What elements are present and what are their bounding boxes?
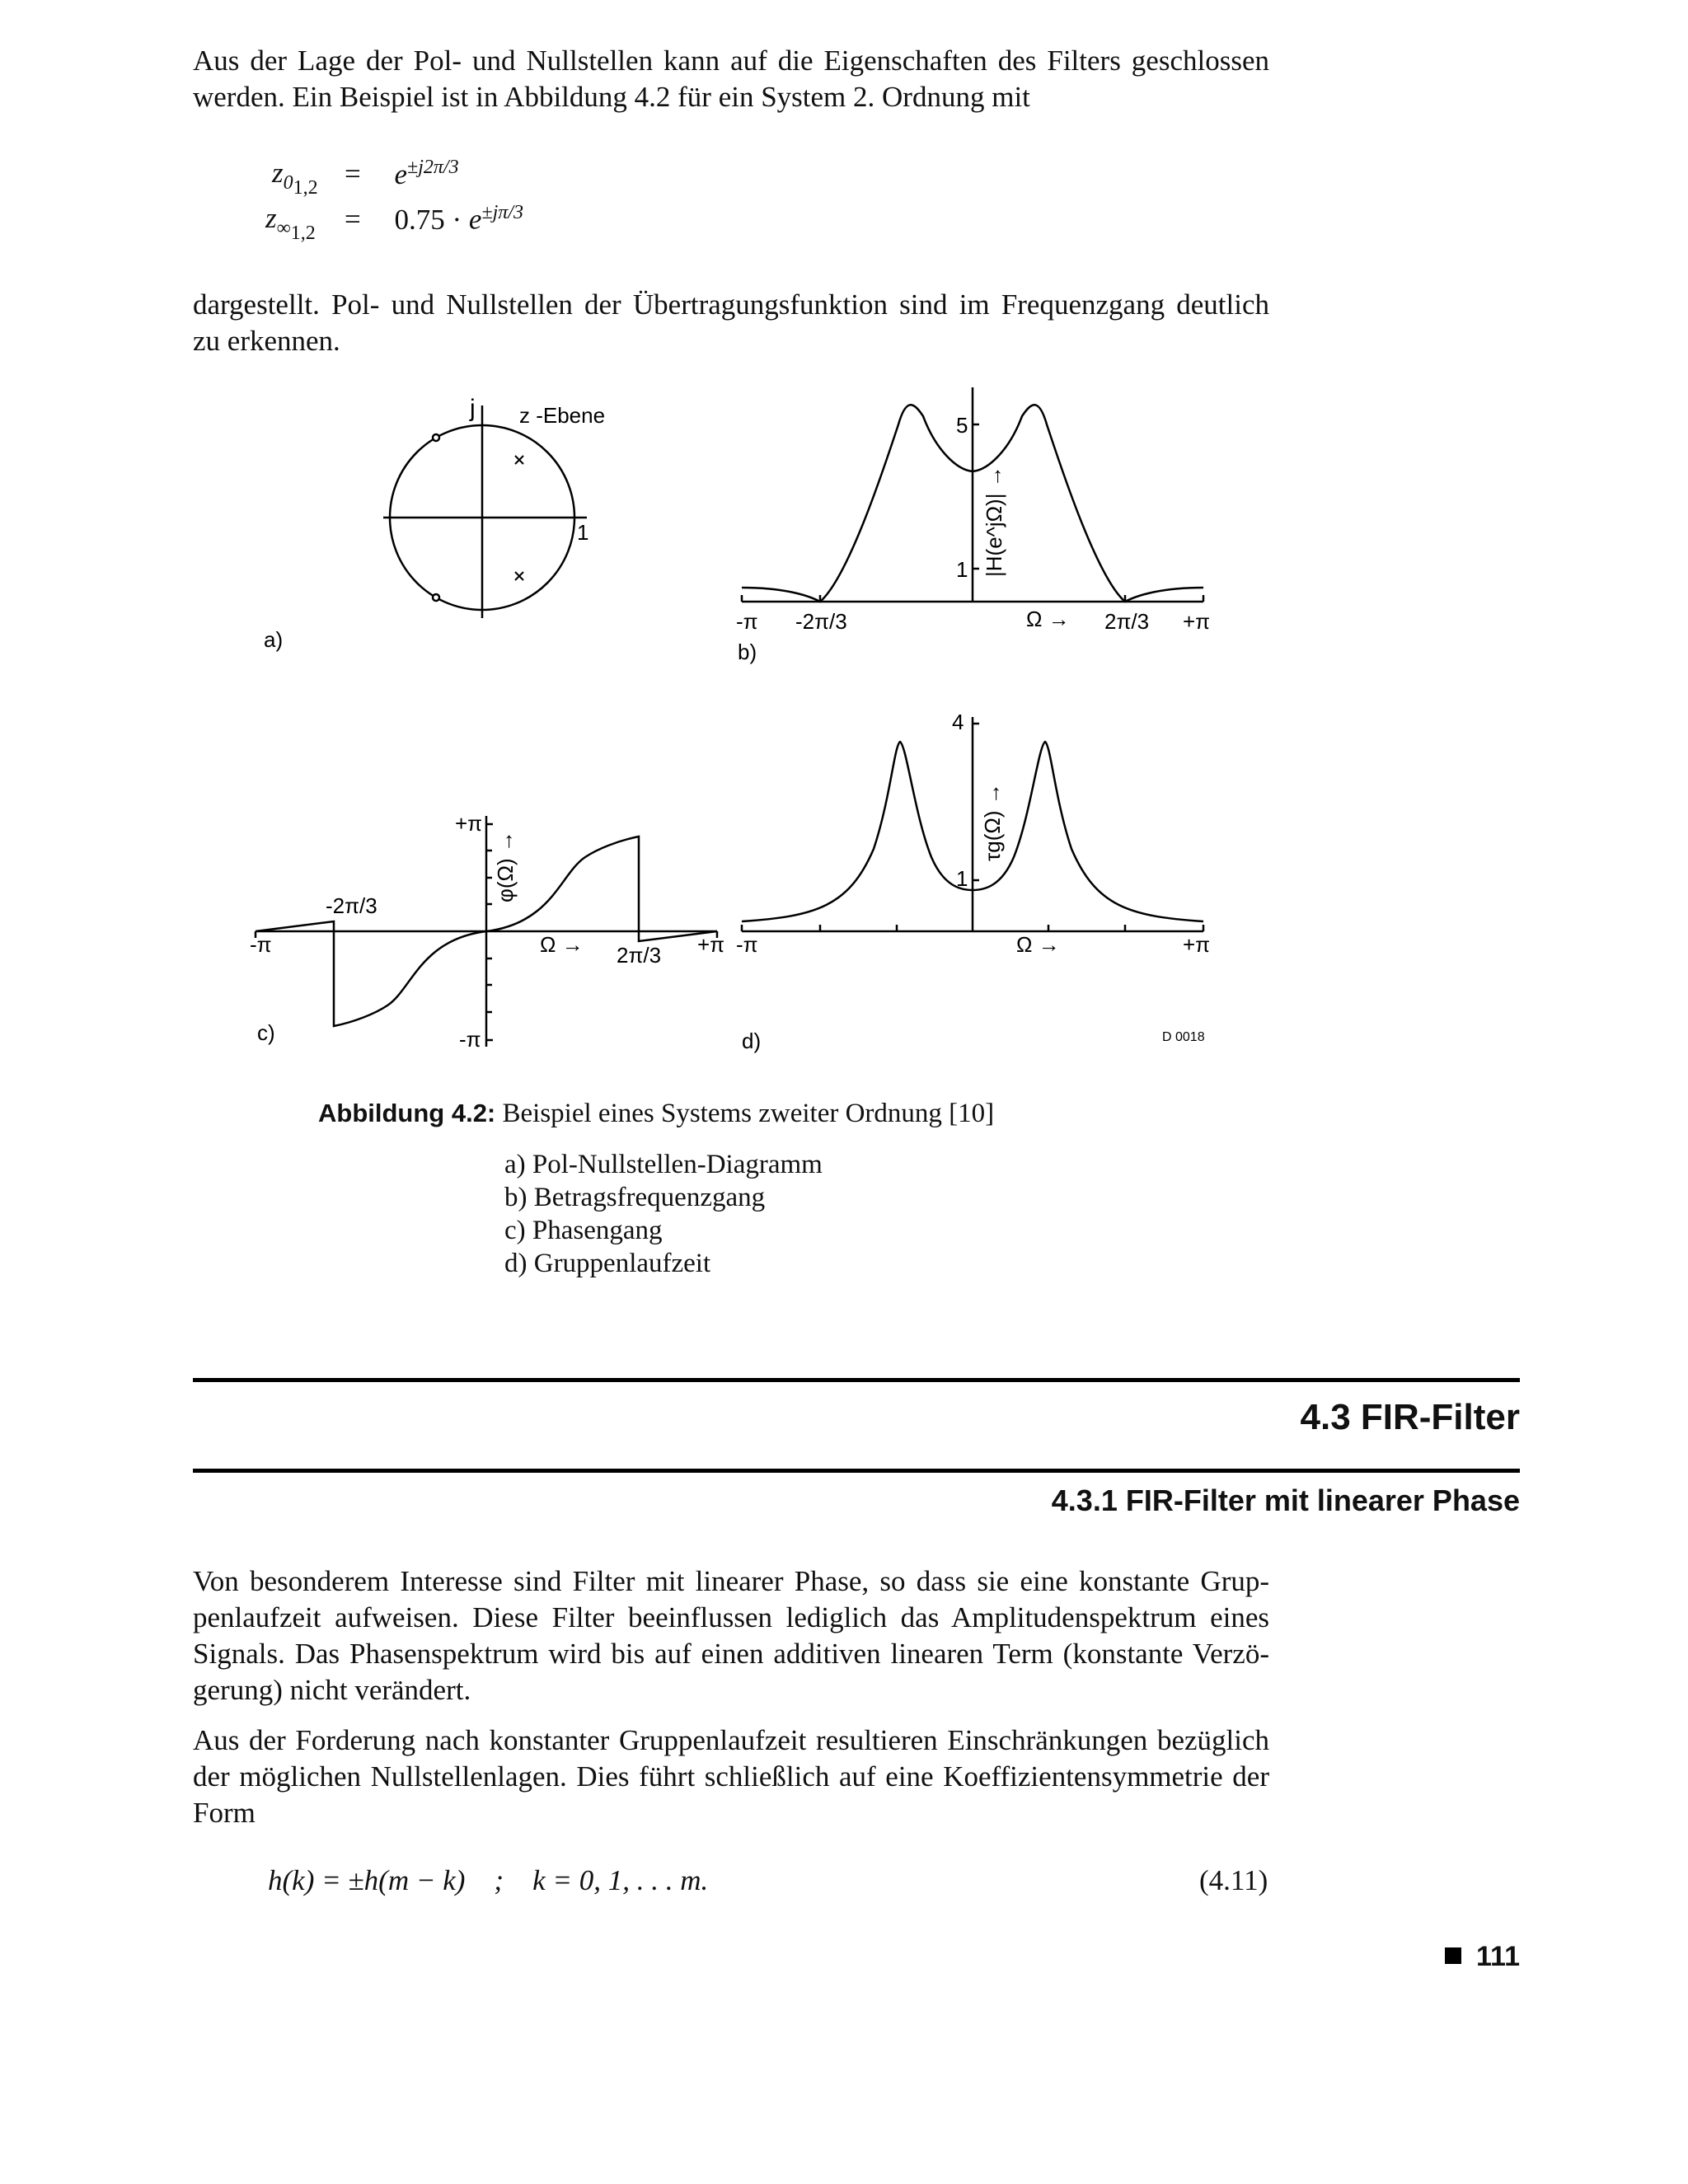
eq-lhs-subsub: 1,2	[293, 176, 318, 199]
eq-lhs-subsub: 1,2	[290, 222, 316, 244]
text-line: Form	[193, 1797, 256, 1829]
text-line: Aus der Lage der Pol- und Nullstellen kann auf die Eigenschaften des Filters geschlossen	[193, 45, 1269, 77]
zero-marker-lower	[433, 594, 439, 601]
panel-b-magnitude-response	[742, 387, 1203, 602]
equation-poles	[265, 202, 316, 245]
eq-lhs: z	[265, 202, 277, 234]
panel-b-xtick-minus-pi: -π	[736, 609, 758, 634]
panel-a-title: z -Ebene	[519, 403, 606, 428]
panel-a-imag-label: j	[470, 395, 476, 422]
panel-c-ytick-plus-pi: +π	[455, 811, 483, 836]
panel-d-group-delay	[742, 717, 1203, 931]
panel-b-xtick-minus-2pi3: -2π/3	[795, 609, 847, 634]
panel-c-ylabel: φ(Ω) →	[493, 831, 518, 902]
text-line: gerung) nicht verändert.	[193, 1674, 471, 1706]
panel-c-xtick-2pi3: 2π/3	[617, 943, 662, 968]
text-line: der möglichen Nullstellenlagen. Dies führt schließlich auf eine Koeffizientensymmetrie der	[193, 1760, 1269, 1793]
panel-a-real-one: 1	[577, 520, 589, 545]
text-line: werden. Ein Beispiel ist in Abbildung 4.2 für ein System 2. Ordnung mit	[193, 81, 1030, 113]
panel-b-xtick-2pi3: 2π/3	[1104, 609, 1150, 634]
caption-item: d) Gruppenlaufzeit	[504, 1249, 711, 1278]
equation-zeros	[272, 157, 318, 199]
section-rule-top	[193, 1378, 1520, 1382]
section-rule-bottom	[193, 1469, 1520, 1473]
text-line: zu erkennen.	[193, 325, 340, 357]
caption-list	[504, 1148, 823, 1280]
eq-rhs-base: e	[468, 203, 482, 236]
panel-a-pole-zero-diagram	[383, 405, 587, 618]
panel-c-xtick-minus-pi: -π	[250, 932, 272, 957]
panel-b-ylabel: |H(e^jΩ)| →	[982, 466, 1006, 577]
figure-caption	[318, 1099, 994, 1129]
text-line: Signals. Das Phasenspektrum wird bis auf einen additiven linearen Term (konstante Verzö-	[193, 1638, 1269, 1670]
panel-c-xtick-minus-2pi3: -2π/3	[326, 893, 377, 918]
eq-lhs: z	[272, 157, 284, 189]
eq-lhs-sub: ∞	[276, 218, 291, 239]
caption-item: a) Pol-Nullstellen-Diagramm	[504, 1150, 823, 1179]
paragraph-fir-2	[193, 1722, 1269, 1831]
eq-rhs-base: e	[394, 157, 408, 190]
equation-number: (4.11)	[1199, 1864, 1268, 1896]
figure-4-2	[247, 387, 1236, 1071]
panel-a-label: a)	[264, 627, 284, 652]
panel-b-label: b)	[738, 640, 757, 664]
page-footer	[1445, 1941, 1520, 1973]
caption-item: b) Betragsfrequenzgang	[504, 1183, 766, 1212]
text-line: dargestellt. Pol- und Nullstellen der Übertragungsfunktion sind im Frequenzgang deutlich	[193, 288, 1269, 321]
equation-zeros-rhs	[345, 157, 459, 191]
panel-d-ytick-1: 1	[956, 866, 968, 891]
text-line: Von besonderem Interesse sind Filter mit linearer Phase, so dass sie eine konstante Grup-	[193, 1565, 1269, 1597]
panel-b-xtick-omega: Ω →	[1026, 607, 1070, 631]
eq-rhs-sup: ±jπ/3	[481, 202, 523, 223]
panel-b-ytick-5: 5	[956, 413, 968, 438]
panel-c-phase-response	[256, 816, 717, 1047]
panel-c-xtick-omega: Ω →	[540, 932, 584, 957]
pole-marker-lower	[515, 572, 523, 580]
caption-text: Beispiel eines Systems zweiter Ordnung [10]	[502, 1099, 995, 1128]
text-line: penlaufzeit aufweisen. Diese Filter beeinflussen lediglich das Amplitudenspektrum eines	[193, 1601, 1269, 1633]
paragraph-after-equation	[193, 287, 1269, 359]
square-bullet-icon	[1445, 1947, 1461, 1964]
zero-marker-upper	[433, 434, 439, 441]
pole-marker-upper	[515, 456, 523, 464]
panel-d-label: d)	[742, 1029, 762, 1053]
paragraph-intro	[193, 43, 1269, 115]
panel-c-ytick-minus-pi: -π	[459, 1027, 481, 1052]
equation-4-11: h(k) = ±h(m − k) ; k = 0, 1, . . . m.	[268, 1864, 709, 1896]
panel-d-xtick-omega: Ω →	[1016, 932, 1060, 957]
page-number: 111	[1476, 1941, 1520, 1972]
subsection-heading: 4.3.1 FIR-Filter mit linearer Phase	[1051, 1483, 1520, 1517]
panel-d-xtick-plus-pi: +π	[1183, 932, 1211, 957]
eq-rhs-coef: 0.75 ·	[394, 203, 469, 236]
eq-rhs-sup: ±j2π/3	[407, 157, 459, 178]
text-line: Aus der Forderung nach konstanter Gruppenlaufzeit resultieren Einschränkungen bezüglich	[193, 1724, 1269, 1756]
equation-poles-rhs	[345, 202, 523, 237]
eq-lhs-sub: 0	[283, 172, 293, 194]
panel-b-ytick-1: 1	[956, 557, 968, 582]
eq-rel: =	[345, 203, 361, 236]
paragraph-fir-1	[193, 1563, 1269, 1708]
panel-d-ytick-4: 4	[952, 710, 964, 734]
eq-rel: =	[345, 157, 361, 190]
section-heading: 4.3 FIR-Filter	[1300, 1397, 1520, 1437]
panel-b-xtick-plus-pi: +π	[1183, 609, 1211, 634]
panel-d-xtick-minus-pi: -π	[736, 932, 758, 957]
caption-label: Abbildung 4.2:	[318, 1099, 496, 1127]
panel-d-ylabel: τg(Ω) →	[980, 783, 1005, 861]
panel-c-xtick-plus-pi: +π	[697, 932, 725, 957]
panel-c-label: c)	[257, 1020, 275, 1045]
caption-item: c) Phasengang	[504, 1216, 663, 1245]
figure-code: D 0018	[1162, 1030, 1205, 1044]
